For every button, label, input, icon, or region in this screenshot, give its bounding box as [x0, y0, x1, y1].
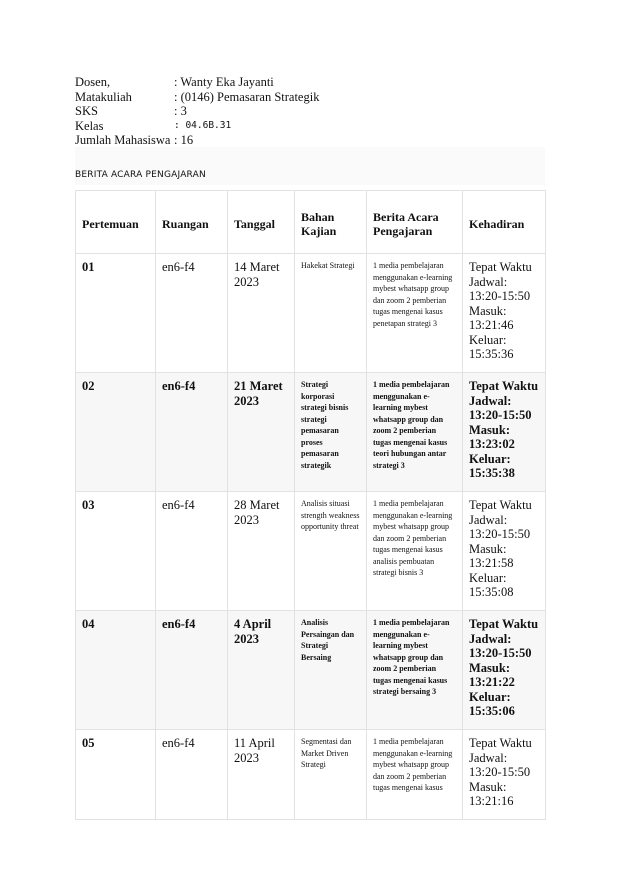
cell-kehadiran	[463, 730, 546, 820]
kehadiran-keluar: Keluar: 15:35:08	[469, 570, 514, 599]
kehadiran-status: Tepat Waktu	[469, 498, 532, 512]
cell-kehadiran	[463, 373, 546, 492]
info-value: : 16	[174, 133, 194, 147]
table-row	[76, 730, 546, 820]
cell-pertemuan: 02	[76, 373, 156, 492]
table-header-row	[76, 191, 546, 254]
cell-pertemuan: 03	[76, 492, 156, 611]
kehadiran-jadwal: Jadwal: 13:20-15:50	[469, 274, 531, 303]
attendance-table	[75, 190, 546, 820]
cell-berita: 1 media pembelajaran menggunakan e-learning mybest whatsapp group dan zoom 2 pemberian tugas mengenai kasus analisis pembuatan strategi bisnis 3	[367, 492, 463, 611]
info-value: : Wanty Eka Jayanti	[174, 75, 274, 89]
info-row-jumlah	[75, 133, 319, 148]
kehadiran-keluar: Keluar: 15:35:38	[469, 451, 515, 480]
cell-pertemuan: 01	[76, 254, 156, 373]
cell-ruangan: en6-f4	[156, 492, 228, 611]
cell-kehadiran	[463, 611, 546, 730]
info-label: Dosen,	[75, 75, 111, 89]
cell-bahan: Hakekat Strategi	[295, 254, 367, 373]
info-label: Kelas	[75, 118, 104, 133]
cell-ruangan: en6-f4	[156, 730, 228, 820]
kehadiran-jadwal: Jadwal: 13:20-15:50	[469, 631, 532, 660]
kehadiran-status: Tepat Waktu	[469, 736, 532, 750]
cell-bahan: Analisis Persaingan dan Strategi Bersaing	[295, 611, 367, 730]
kehadiran-status: Tepat Waktu	[469, 379, 539, 393]
kehadiran-masuk: Masuk: 13:21:16	[469, 779, 514, 808]
cell-bahan: Strategi korporasi strategi bisnis strategi pemasaran proses pemasaran strategik	[295, 373, 367, 492]
kehadiran-keluar: Keluar: 15:35:06	[469, 689, 515, 718]
section-title: BERITA ACARA PENGAJARAN	[75, 170, 206, 180]
cell-kehadiran	[463, 254, 546, 373]
kehadiran-masuk: Masuk: 13:21:58	[469, 541, 514, 570]
cell-ruangan: en6-f4	[156, 373, 228, 492]
info-row-kelas	[75, 119, 319, 134]
cell-tanggal: 21 Maret 2023	[228, 373, 295, 492]
cell-pertemuan: 05	[76, 730, 156, 820]
info-row-dosen	[75, 75, 319, 90]
info-label: SKS	[75, 104, 98, 118]
table-row	[76, 254, 546, 373]
cell-berita: 1 media pembelajaran menggunakan e-learning mybest whatsapp group dan zoom 2 pemberian tugas mengenai kasus strategi bersaing 3	[367, 611, 463, 730]
column-header: Ruangan	[156, 191, 228, 254]
cell-berita: 1 media pembelajaran menggunakan e-learning mybest whatsapp group dan zoom 2 pemberian tugas mengenai kasus teori hubungan antar strategi 3	[367, 373, 463, 492]
cell-tanggal: 28 Maret 2023	[228, 492, 295, 611]
kehadiran-masuk: Masuk: 13:23:02	[469, 422, 515, 451]
column-header: Kehadiran	[463, 191, 546, 254]
column-header: Pertemuan	[76, 191, 156, 254]
column-header: Tanggal	[228, 191, 295, 254]
cell-ruangan: en6-f4	[156, 254, 228, 373]
cell-tanggal: 11 April 2023	[228, 730, 295, 820]
kehadiran-masuk: Masuk: 13:21:22	[469, 660, 515, 689]
info-value: : (0146) Pemasaran Strategik	[174, 89, 320, 104]
kehadiran-status: Tepat Waktu	[469, 617, 539, 631]
kehadiran-jadwal: Jadwal: 13:20-15:50	[469, 512, 531, 541]
cell-tanggal: 4 April 2023	[228, 611, 295, 730]
table-row	[76, 492, 546, 611]
cell-pertemuan: 04	[76, 611, 156, 730]
info-value: : 3	[174, 104, 187, 118]
kehadiran-keluar: Keluar: 15:35:36	[469, 332, 514, 361]
cell-ruangan: en6-f4	[156, 611, 228, 730]
info-row-sks	[75, 104, 319, 119]
cell-tanggal: 14 Maret 2023	[228, 254, 295, 373]
info-label: Jumlah Mahasiswa	[75, 133, 171, 147]
kehadiran-jadwal: Jadwal: 13:20-15:50	[469, 750, 531, 779]
column-header: Bahan Kajian	[295, 191, 367, 254]
table-row	[76, 373, 546, 492]
info-value: : 04.6B.31	[174, 119, 232, 131]
cell-bahan: Segmentasi dan Market Driven Strategi	[295, 730, 367, 820]
info-label: Matakuliah	[75, 89, 132, 104]
course-info	[75, 75, 319, 148]
cell-kehadiran	[463, 492, 546, 611]
cell-berita: 1 media pembelajaran menggunakan e-learning mybest whatsapp group dan zoom 2 pemberian tugas mengenai kasus penetapan strategi 3	[367, 254, 463, 373]
column-header: Berita Acara Pengajaran	[367, 191, 463, 254]
kehadiran-jadwal: Jadwal: 13:20-15:50	[469, 393, 532, 422]
cell-bahan: Analisis situasi strength weakness opportunity threat	[295, 492, 367, 611]
cell-berita: 1 media pembelajaran menggunakan e-learning mybest whatsapp group dan zoom 2 pemberian tugas mengenai kasus	[367, 730, 463, 820]
kehadiran-status: Tepat Waktu	[469, 260, 532, 274]
kehadiran-masuk: Masuk: 13:21:46	[469, 303, 514, 332]
table-row	[76, 611, 546, 730]
info-row-matakuliah	[75, 90, 319, 105]
